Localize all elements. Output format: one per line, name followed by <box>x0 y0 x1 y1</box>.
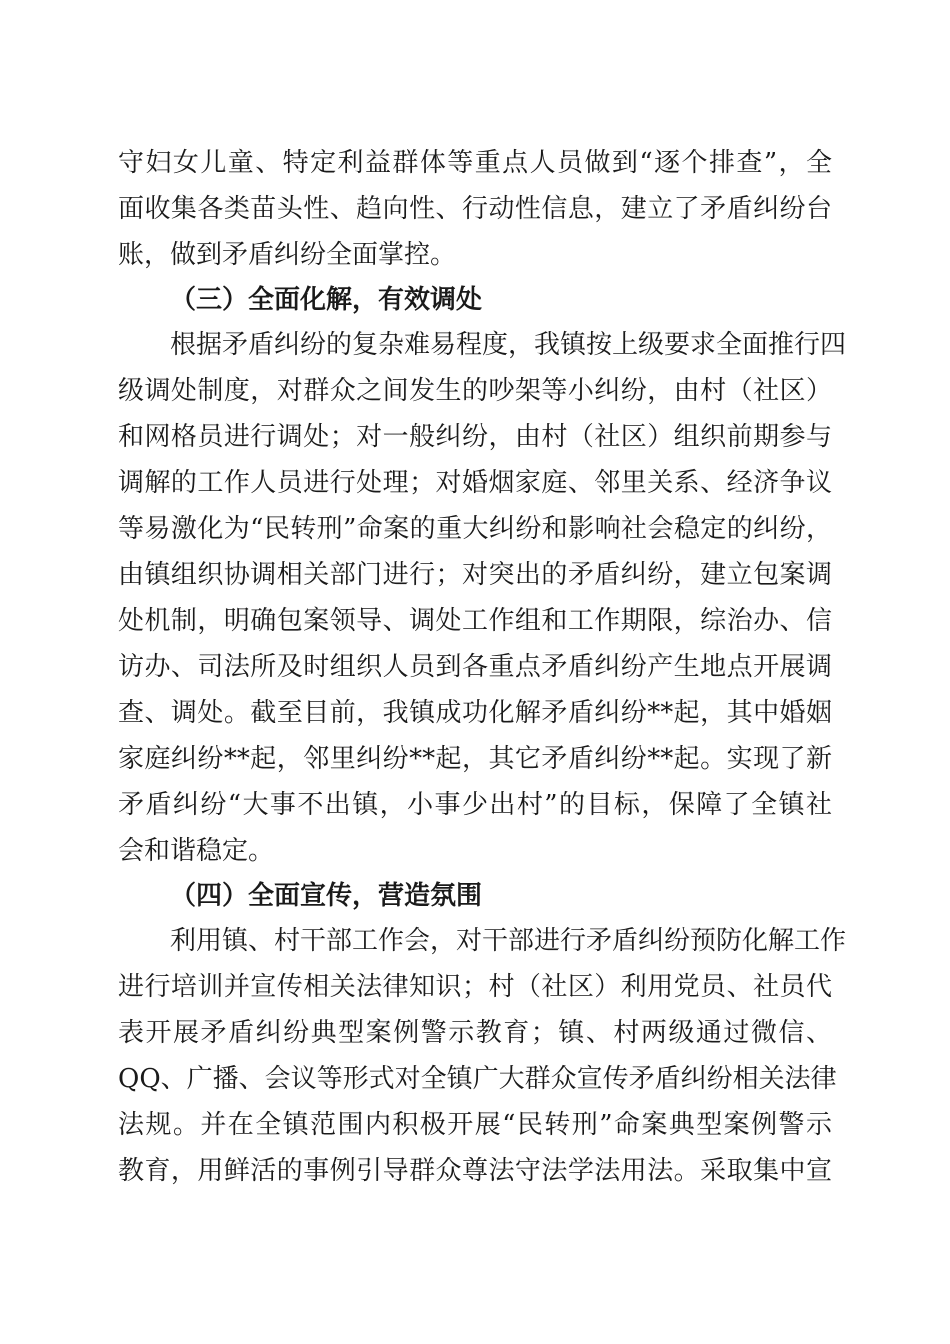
text-line: 处机制，明确包案领导、调处工作组和工作期限，综治办、信 <box>118 606 832 636</box>
text-line: 访办、司法所及时组织人员到各重点矛盾纠纷产生地点开展调 <box>118 652 832 682</box>
text-line: 表开展矛盾纠纷典型案例警示教育；镇、村两级通过微信、 <box>118 1018 832 1048</box>
text-line: 家庭纠纷**起，邻里纠纷**起，其它矛盾纠纷**起。实现了新 <box>118 744 832 774</box>
text-line: 矛盾纠纷“大事不出镇，小事少出村”的目标，保障了全镇社 <box>118 790 832 820</box>
text-line: QQ、广播、会议等形式对全镇广大群众宣传矛盾纠纷相关法律 <box>118 1064 837 1094</box>
text-line: 进行培训并宣传相关法律知识；村（社区）利用党员、社员代 <box>118 972 832 1002</box>
section-heading: （三）全面化解，有效调处 <box>170 285 483 315</box>
text-line: 由镇组织协调相关部门进行；对突出的矛盾纠纷，建立包案调 <box>118 560 832 590</box>
text-line: 账，做到矛盾纠纷全面掌控。 <box>118 240 457 270</box>
section-heading: （四）全面宣传，营造氛围 <box>170 881 483 911</box>
text-line: 级调处制度，对群众之间发生的吵架等小纠纷，由村（社区） <box>118 376 832 406</box>
text-line: 教育，用鲜活的事例引导群众尊法守法学法用法。采取集中宣 <box>118 1156 832 1186</box>
text-line: 调解的工作人员进行处理；对婚烟家庭、邻里关系、经济争议 <box>118 468 832 498</box>
text-line: 查、调处。截至目前，我镇成功化解矛盾纠纷**起，其中婚姻 <box>118 698 832 728</box>
text-line: 和网格员进行调处；对一般纠纷，由村（社区）组织前期参与 <box>118 422 832 452</box>
text-line: 会和谐稳定。 <box>118 836 275 866</box>
text-line: 法规。并在全镇范围内积极开展“民转刑”命案典型案例警示 <box>118 1110 832 1140</box>
text-line: 利用镇、村干部工作会，对干部进行矛盾纠纷预防化解工作 <box>170 926 847 956</box>
text-line: 等易激化为“民转刑”命案的重大纠纷和影响社会稳定的纠纷， <box>118 514 832 544</box>
text-line: 根据矛盾纠纷的复杂难易程度，我镇按上级要求全面推行四 <box>170 330 847 360</box>
text-line: 面收集各类苗头性、趋向性、行动性信息，建立了矛盾纠纷台 <box>118 194 832 224</box>
text-line: 守妇女儿童、特定利益群体等重点人员做到“逐个排查”，全 <box>118 148 832 178</box>
